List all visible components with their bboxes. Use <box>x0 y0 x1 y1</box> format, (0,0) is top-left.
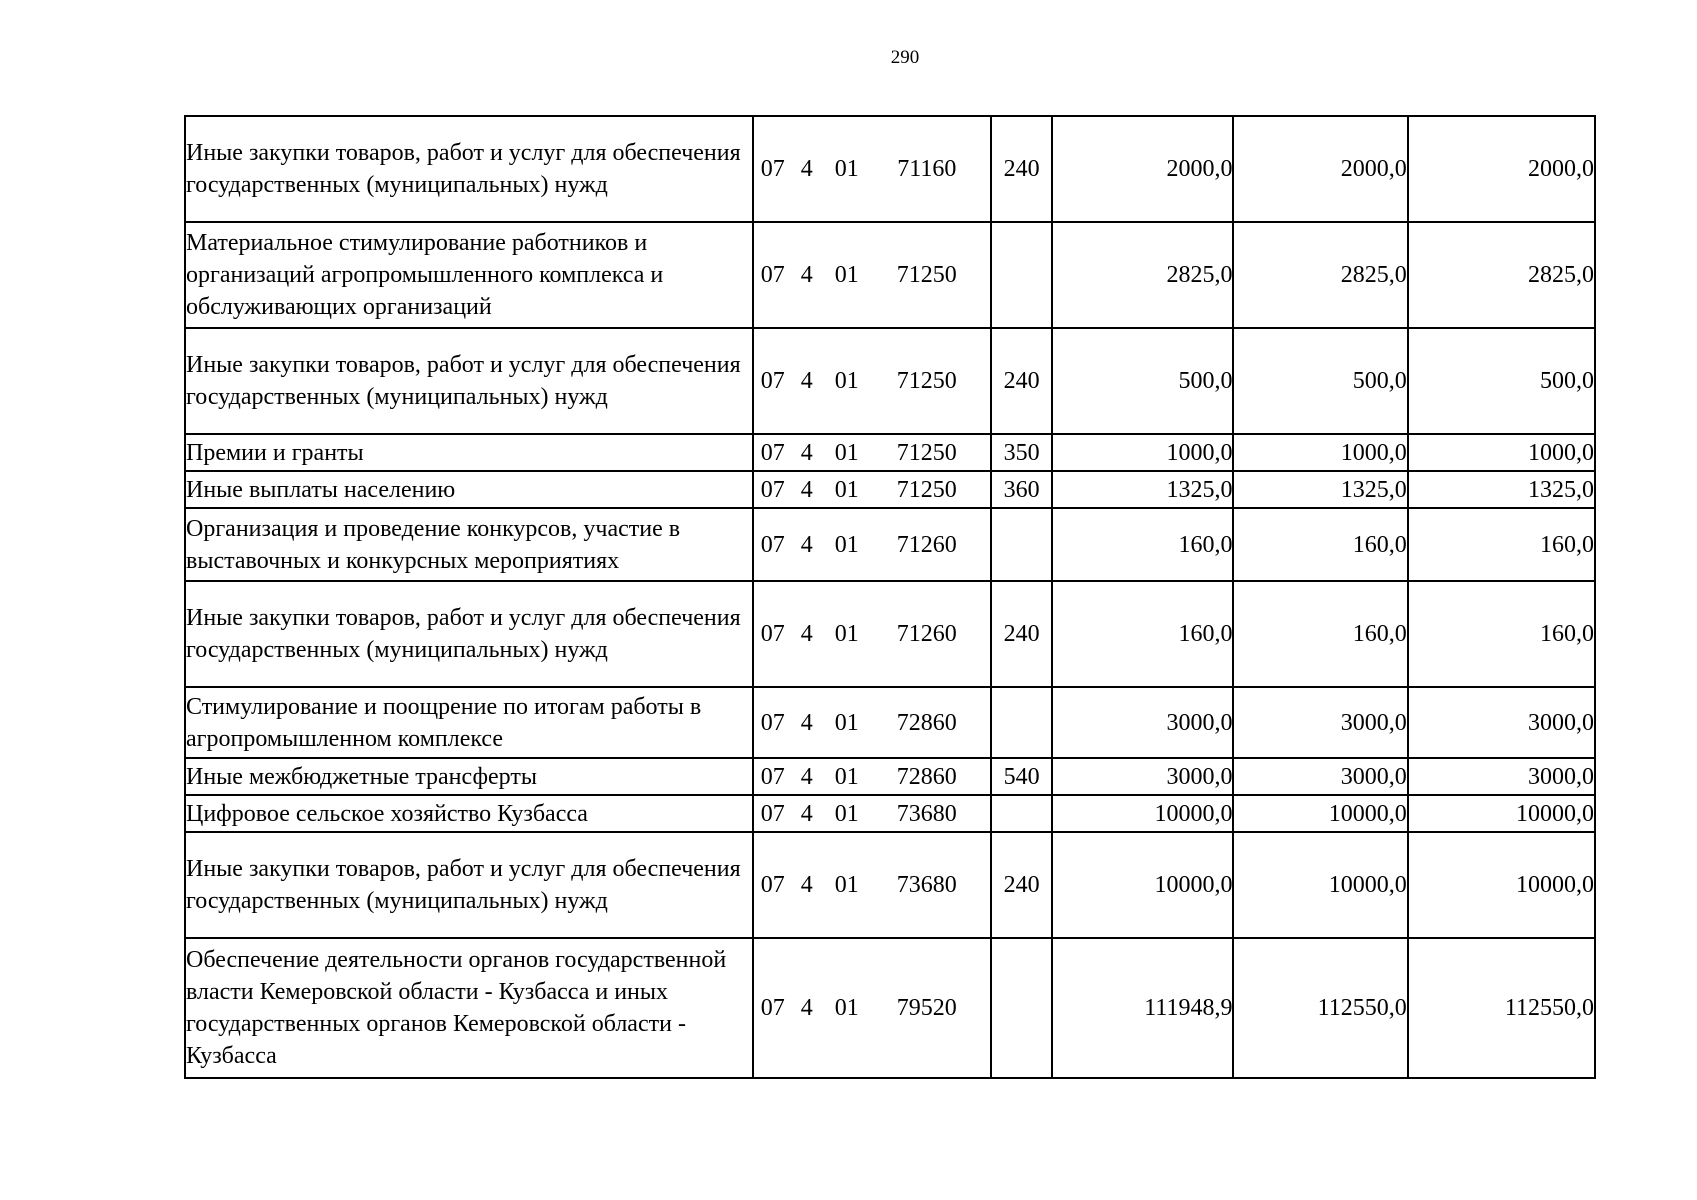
program-code: 07 <box>760 995 785 1021</box>
table-row <box>185 116 1595 222</box>
amount-year-3: 500,0 <box>1408 328 1595 434</box>
amount-year-3: 10000,0 <box>1408 795 1595 832</box>
program-code: 07 <box>760 872 785 898</box>
classification-code <box>753 581 991 687</box>
table-row <box>185 832 1595 938</box>
table-row <box>185 687 1595 758</box>
subprogram-code: 4 <box>800 709 813 736</box>
expense-item-name: Иные закупки товаров, работ и услуг для обеспечения государственных (муниципальных) нужд <box>185 328 753 434</box>
classification-code <box>753 758 991 795</box>
expense-item-name: Стимулирование и поощрение по итогам работы в агропромышленном комплексе <box>185 687 753 758</box>
direction-code: 71250 <box>896 368 957 394</box>
amount-year-1: 1325,0 <box>1052 471 1233 508</box>
event-code: 01 <box>834 995 859 1021</box>
classification-code <box>753 795 991 832</box>
program-code: 07 <box>760 800 785 827</box>
table-row <box>185 222 1595 328</box>
direction-code: 71160 <box>897 156 957 182</box>
table-row <box>185 328 1595 434</box>
amount-year-3: 160,0 <box>1408 508 1595 581</box>
amount-year-2: 1325,0 <box>1233 471 1407 508</box>
direction-code: 71260 <box>896 621 957 647</box>
amount-year-2: 1000,0 <box>1233 434 1407 471</box>
expense-item-name: Премии и гранты <box>185 434 753 471</box>
amount-year-3: 1325,0 <box>1408 471 1595 508</box>
expense-type-code <box>991 508 1052 581</box>
expense-item-name: Иные выплаты населению <box>185 471 753 508</box>
expense-item-name: Обеспечение деятельности органов государственной власти Кемеровской области - Кузбасса и иных государственных органов Кемеровской области - Кузбасса <box>185 938 753 1078</box>
table-row <box>185 434 1595 471</box>
amount-year-1: 2000,0 <box>1052 116 1233 222</box>
direction-code: 79520 <box>896 995 957 1021</box>
event-code: 01 <box>834 709 859 736</box>
program-code: 07 <box>760 621 785 647</box>
program-code: 07 <box>760 476 785 503</box>
amount-year-3: 3000,0 <box>1408 687 1595 758</box>
expense-item-name: Иные закупки товаров, работ и услуг для обеспечения государственных (муниципальных) нужд <box>185 116 753 222</box>
expense-type-code: 540 <box>991 758 1052 795</box>
amount-year-3: 1000,0 <box>1408 434 1595 471</box>
subprogram-code: 4 <box>800 476 813 503</box>
expense-item-name: Иные закупки товаров, работ и услуг для обеспечения государственных (муниципальных) нужд <box>185 832 753 938</box>
expense-item-name: Иные межбюджетные трансферты <box>185 758 753 795</box>
expense-item-name: Материальное стимулирование работников и организаций агропромышленного комплекса и обслуживающих организаций <box>185 222 753 328</box>
amount-year-1: 160,0 <box>1052 581 1233 687</box>
amount-year-3: 2825,0 <box>1408 222 1595 328</box>
amount-year-2: 3000,0 <box>1233 687 1407 758</box>
event-code: 01 <box>834 476 859 503</box>
subprogram-code: 4 <box>800 995 813 1021</box>
page-number: 290 <box>890 47 920 68</box>
table-row <box>185 795 1595 832</box>
event-code: 01 <box>834 621 859 647</box>
expense-item-name: Иные закупки товаров, работ и услуг для обеспечения государственных (муниципальных) нужд <box>185 581 753 687</box>
event-code: 01 <box>834 531 859 558</box>
amount-year-1: 500,0 <box>1052 328 1233 434</box>
expense-type-code <box>991 938 1052 1078</box>
amount-year-1: 111948,9 <box>1052 938 1233 1078</box>
amount-year-2: 112550,0 <box>1233 938 1407 1078</box>
subprogram-code: 4 <box>800 156 813 182</box>
subprogram-code: 4 <box>800 621 813 647</box>
expense-type-code <box>991 687 1052 758</box>
program-code: 07 <box>760 368 785 394</box>
event-code: 01 <box>834 439 859 466</box>
program-code: 07 <box>760 262 785 288</box>
expense-type-code <box>991 795 1052 832</box>
program-code: 07 <box>760 531 785 558</box>
subprogram-code: 4 <box>800 439 813 466</box>
amount-year-2: 500,0 <box>1233 328 1407 434</box>
amount-year-2: 10000,0 <box>1233 795 1407 832</box>
direction-code: 71250 <box>896 262 957 288</box>
classification-code <box>753 471 991 508</box>
direction-code: 72860 <box>896 709 957 736</box>
table-row <box>185 471 1595 508</box>
program-code: 07 <box>760 439 785 466</box>
expense-type-code: 360 <box>991 471 1052 508</box>
program-code: 07 <box>760 709 785 736</box>
event-code: 01 <box>834 800 859 827</box>
table-row <box>185 581 1595 687</box>
expense-item-name: Цифровое сельское хозяйство Кузбасса <box>185 795 753 832</box>
subprogram-code: 4 <box>800 763 813 790</box>
amount-year-1: 10000,0 <box>1052 795 1233 832</box>
classification-code <box>753 508 991 581</box>
program-code: 07 <box>760 156 785 182</box>
amount-year-1: 1000,0 <box>1052 434 1233 471</box>
classification-code <box>753 328 991 434</box>
classification-code <box>753 116 991 222</box>
amount-year-1: 3000,0 <box>1052 758 1233 795</box>
event-code: 01 <box>834 262 859 288</box>
amount-year-2: 3000,0 <box>1233 758 1407 795</box>
table-row <box>185 508 1595 581</box>
direction-code: 71250 <box>896 476 957 503</box>
amount-year-2: 160,0 <box>1233 581 1407 687</box>
amount-year-3: 10000,0 <box>1408 832 1595 938</box>
direction-code: 71260 <box>896 531 957 558</box>
table-row <box>185 938 1595 1078</box>
classification-code <box>753 434 991 471</box>
amount-year-3: 3000,0 <box>1408 758 1595 795</box>
event-code: 01 <box>834 368 859 394</box>
direction-code: 72860 <box>896 763 957 790</box>
event-code: 01 <box>834 872 859 898</box>
expense-type-code: 240 <box>991 116 1052 222</box>
classification-code <box>753 222 991 328</box>
subprogram-code: 4 <box>800 800 813 827</box>
amount-year-1: 3000,0 <box>1052 687 1233 758</box>
amount-year-3: 2000,0 <box>1408 116 1595 222</box>
direction-code: 71250 <box>896 439 957 466</box>
direction-code: 73680 <box>896 800 957 827</box>
expense-type-code: 240 <box>991 581 1052 687</box>
expense-type-code: 240 <box>991 328 1052 434</box>
subprogram-code: 4 <box>800 872 813 898</box>
subprogram-code: 4 <box>800 531 813 558</box>
direction-code: 73680 <box>896 872 957 898</box>
classification-code <box>753 832 991 938</box>
expense-type-code <box>991 222 1052 328</box>
classification-code <box>753 938 991 1078</box>
amount-year-2: 10000,0 <box>1233 832 1407 938</box>
event-code: 01 <box>834 763 859 790</box>
amount-year-2: 2825,0 <box>1233 222 1407 328</box>
amount-year-1: 10000,0 <box>1052 832 1233 938</box>
amount-year-1: 160,0 <box>1052 508 1233 581</box>
event-code: 01 <box>834 156 859 182</box>
budget-table <box>184 115 1596 1079</box>
expense-item-name: Организация и проведение конкурсов, участие в выставочных и конкурсных мероприятиях <box>185 508 753 581</box>
expense-type-code: 350 <box>991 434 1052 471</box>
amount-year-1: 2825,0 <box>1052 222 1233 328</box>
subprogram-code: 4 <box>800 262 813 288</box>
subprogram-code: 4 <box>800 368 813 394</box>
classification-code <box>753 687 991 758</box>
amount-year-3: 112550,0 <box>1408 938 1595 1078</box>
program-code: 07 <box>760 763 785 790</box>
amount-year-2: 2000,0 <box>1233 116 1407 222</box>
table-row <box>185 758 1595 795</box>
amount-year-3: 160,0 <box>1408 581 1595 687</box>
amount-year-2: 160,0 <box>1233 508 1407 581</box>
expense-type-code: 240 <box>991 832 1052 938</box>
